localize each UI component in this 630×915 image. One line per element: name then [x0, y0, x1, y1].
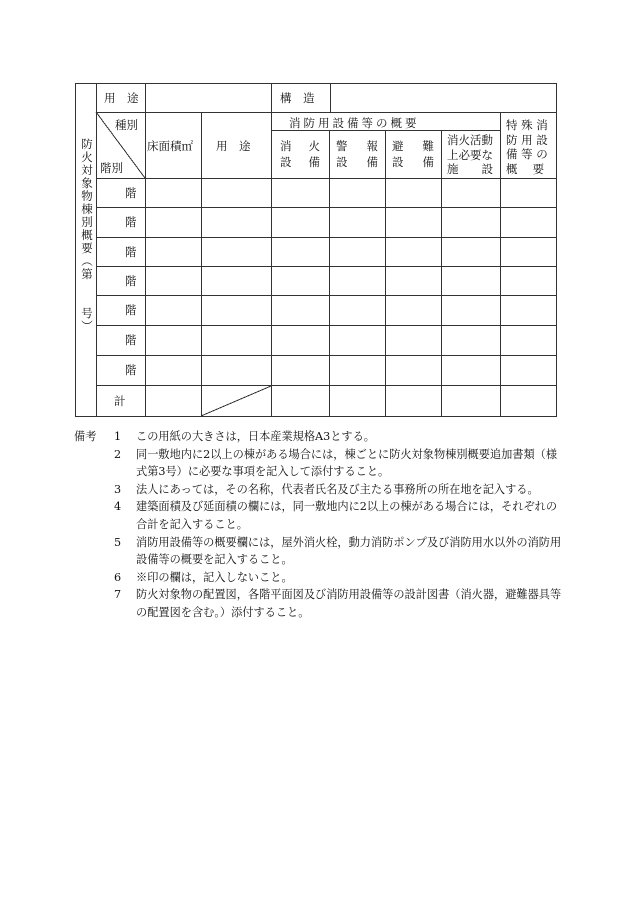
floor-row-label: 階 [125, 245, 137, 259]
note-item: 6 ※印の欄は，記入しないこと。 [114, 570, 293, 584]
special-equipment-header: 特 殊 消 防 用 設 備 等 の 概 要 [506, 118, 548, 176]
evacuation-equipment-header: 避 難 設 備 [392, 139, 434, 169]
fire-equipment-summary-header: 消防用設備等の概要 [289, 116, 420, 130]
note-item: 4 建築面積及び延面積の欄には，同一敷地内に2以上の棟がある場合には，それぞれの合計を記入すること。 [114, 500, 558, 531]
note-item: 3 法人にあっては，その名称，代表者氏名及び主たる事務所の所在地を記入する。 [114, 482, 539, 496]
firefighting-facilities-header: 消火活動 上必要な 施 設 [447, 133, 493, 176]
note-item: 1 この用紙の大きさは，日本産業規格A3とする。 [114, 430, 375, 443]
notes-label: 備考 [74, 430, 97, 443]
side-title: 防火対象物棟別概要（第 号） [80, 138, 94, 333]
floor-row-label: 階 [125, 186, 137, 200]
note-item: 7 防火対象物の配置図，各階平面図及び消防用設備等の設計図書（消火器，避難器具等の配置図を含む。）添付すること。 [114, 588, 562, 619]
use-header: 用 途 [216, 139, 251, 153]
use-label: 用 途 [104, 91, 139, 105]
total-label: 計 [114, 394, 126, 408]
notes-section [74, 428, 564, 622]
structure-label: 構 造 [280, 91, 315, 105]
floor-row-label: 階 [125, 333, 137, 347]
type-label: 種別 [115, 118, 138, 132]
note-item: 5 消防用設備等の概要欄には，屋外消火栓，動力消防ポンプ及び消防用水以外の消防用設備等の概要を記入すること。 [114, 535, 562, 567]
floor-row-label: 階 [125, 363, 137, 377]
total-diagonal [201, 386, 271, 416]
floor-row-label: 階 [125, 215, 137, 229]
floor-row-label: 階 [125, 274, 137, 288]
floor-label: 階別 [100, 161, 123, 175]
extinguishing-equipment-header: 消 火 設 備 [280, 139, 320, 169]
floor-row-label: 階 [125, 303, 137, 317]
note-item: 2 同一敷地内に2以上の棟がある場合には，棟ごとに防火対象物棟別概要追加書類（様式第3号）に必要な事項を記入して添付すること。 [114, 447, 558, 479]
floor-area-header: 床面積㎡ [147, 139, 193, 153]
alarm-equipment-header: 警 報 設 備 [336, 139, 378, 169]
